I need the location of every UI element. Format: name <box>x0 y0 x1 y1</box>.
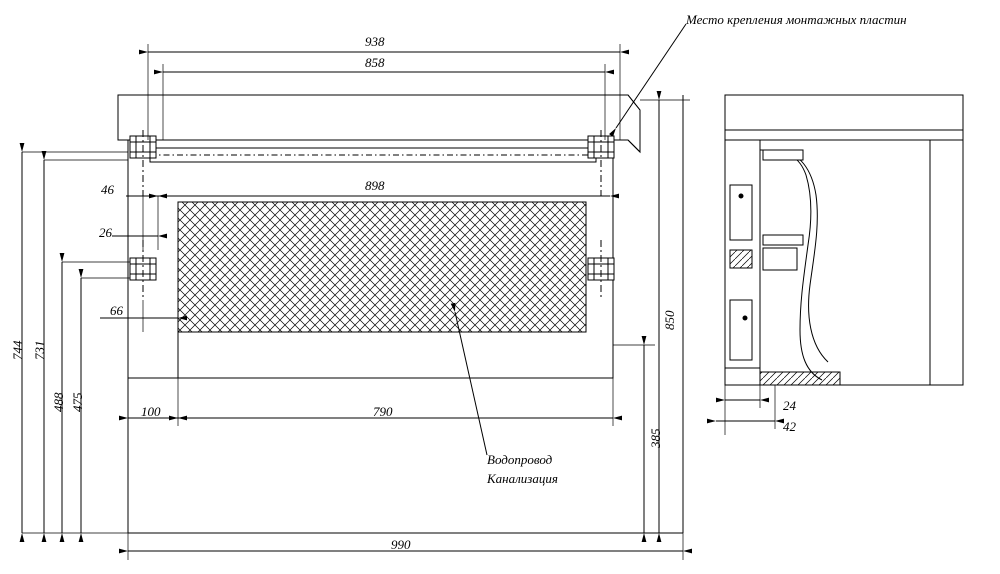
front-view-drawer-hatched <box>178 202 586 332</box>
dim-label-42: 42 <box>783 419 796 434</box>
dim-label-790: 790 <box>373 404 393 419</box>
dim-label-66: 66 <box>110 303 123 318</box>
side-view-countertop <box>725 95 963 140</box>
dim-label-46: 46 <box>101 182 114 197</box>
dim-label-100: 100 <box>141 404 161 419</box>
leader-mounting-plates <box>616 24 686 128</box>
side-view-details <box>725 150 840 385</box>
note-mounting-plates: Место крепления монтажных пластин <box>686 12 907 27</box>
dim-label-850: 850 <box>662 310 677 330</box>
dim-label-898: 898 <box>365 178 385 193</box>
dim-label-475: 475 <box>70 392 85 412</box>
dim-label-488: 488 <box>51 392 66 412</box>
dim-label-990: 990 <box>391 537 411 552</box>
note-plumbing-line1: Водопровод <box>487 452 553 467</box>
dim-label-385: 385 <box>648 428 663 448</box>
dimline-24 <box>725 385 760 435</box>
front-view-rail <box>150 148 596 162</box>
dim-label-744: 744 <box>10 340 25 360</box>
dim-label-858: 858 <box>365 55 385 70</box>
dim-label-26: 26 <box>99 225 112 240</box>
dimline-731 <box>44 160 128 533</box>
side-view-body <box>725 140 963 385</box>
dim-label-731: 731 <box>32 340 47 360</box>
note-plumbing-line2: Канализация <box>487 471 558 486</box>
dim-label-938: 938 <box>365 34 385 49</box>
dim-label-24: 24 <box>783 398 796 413</box>
